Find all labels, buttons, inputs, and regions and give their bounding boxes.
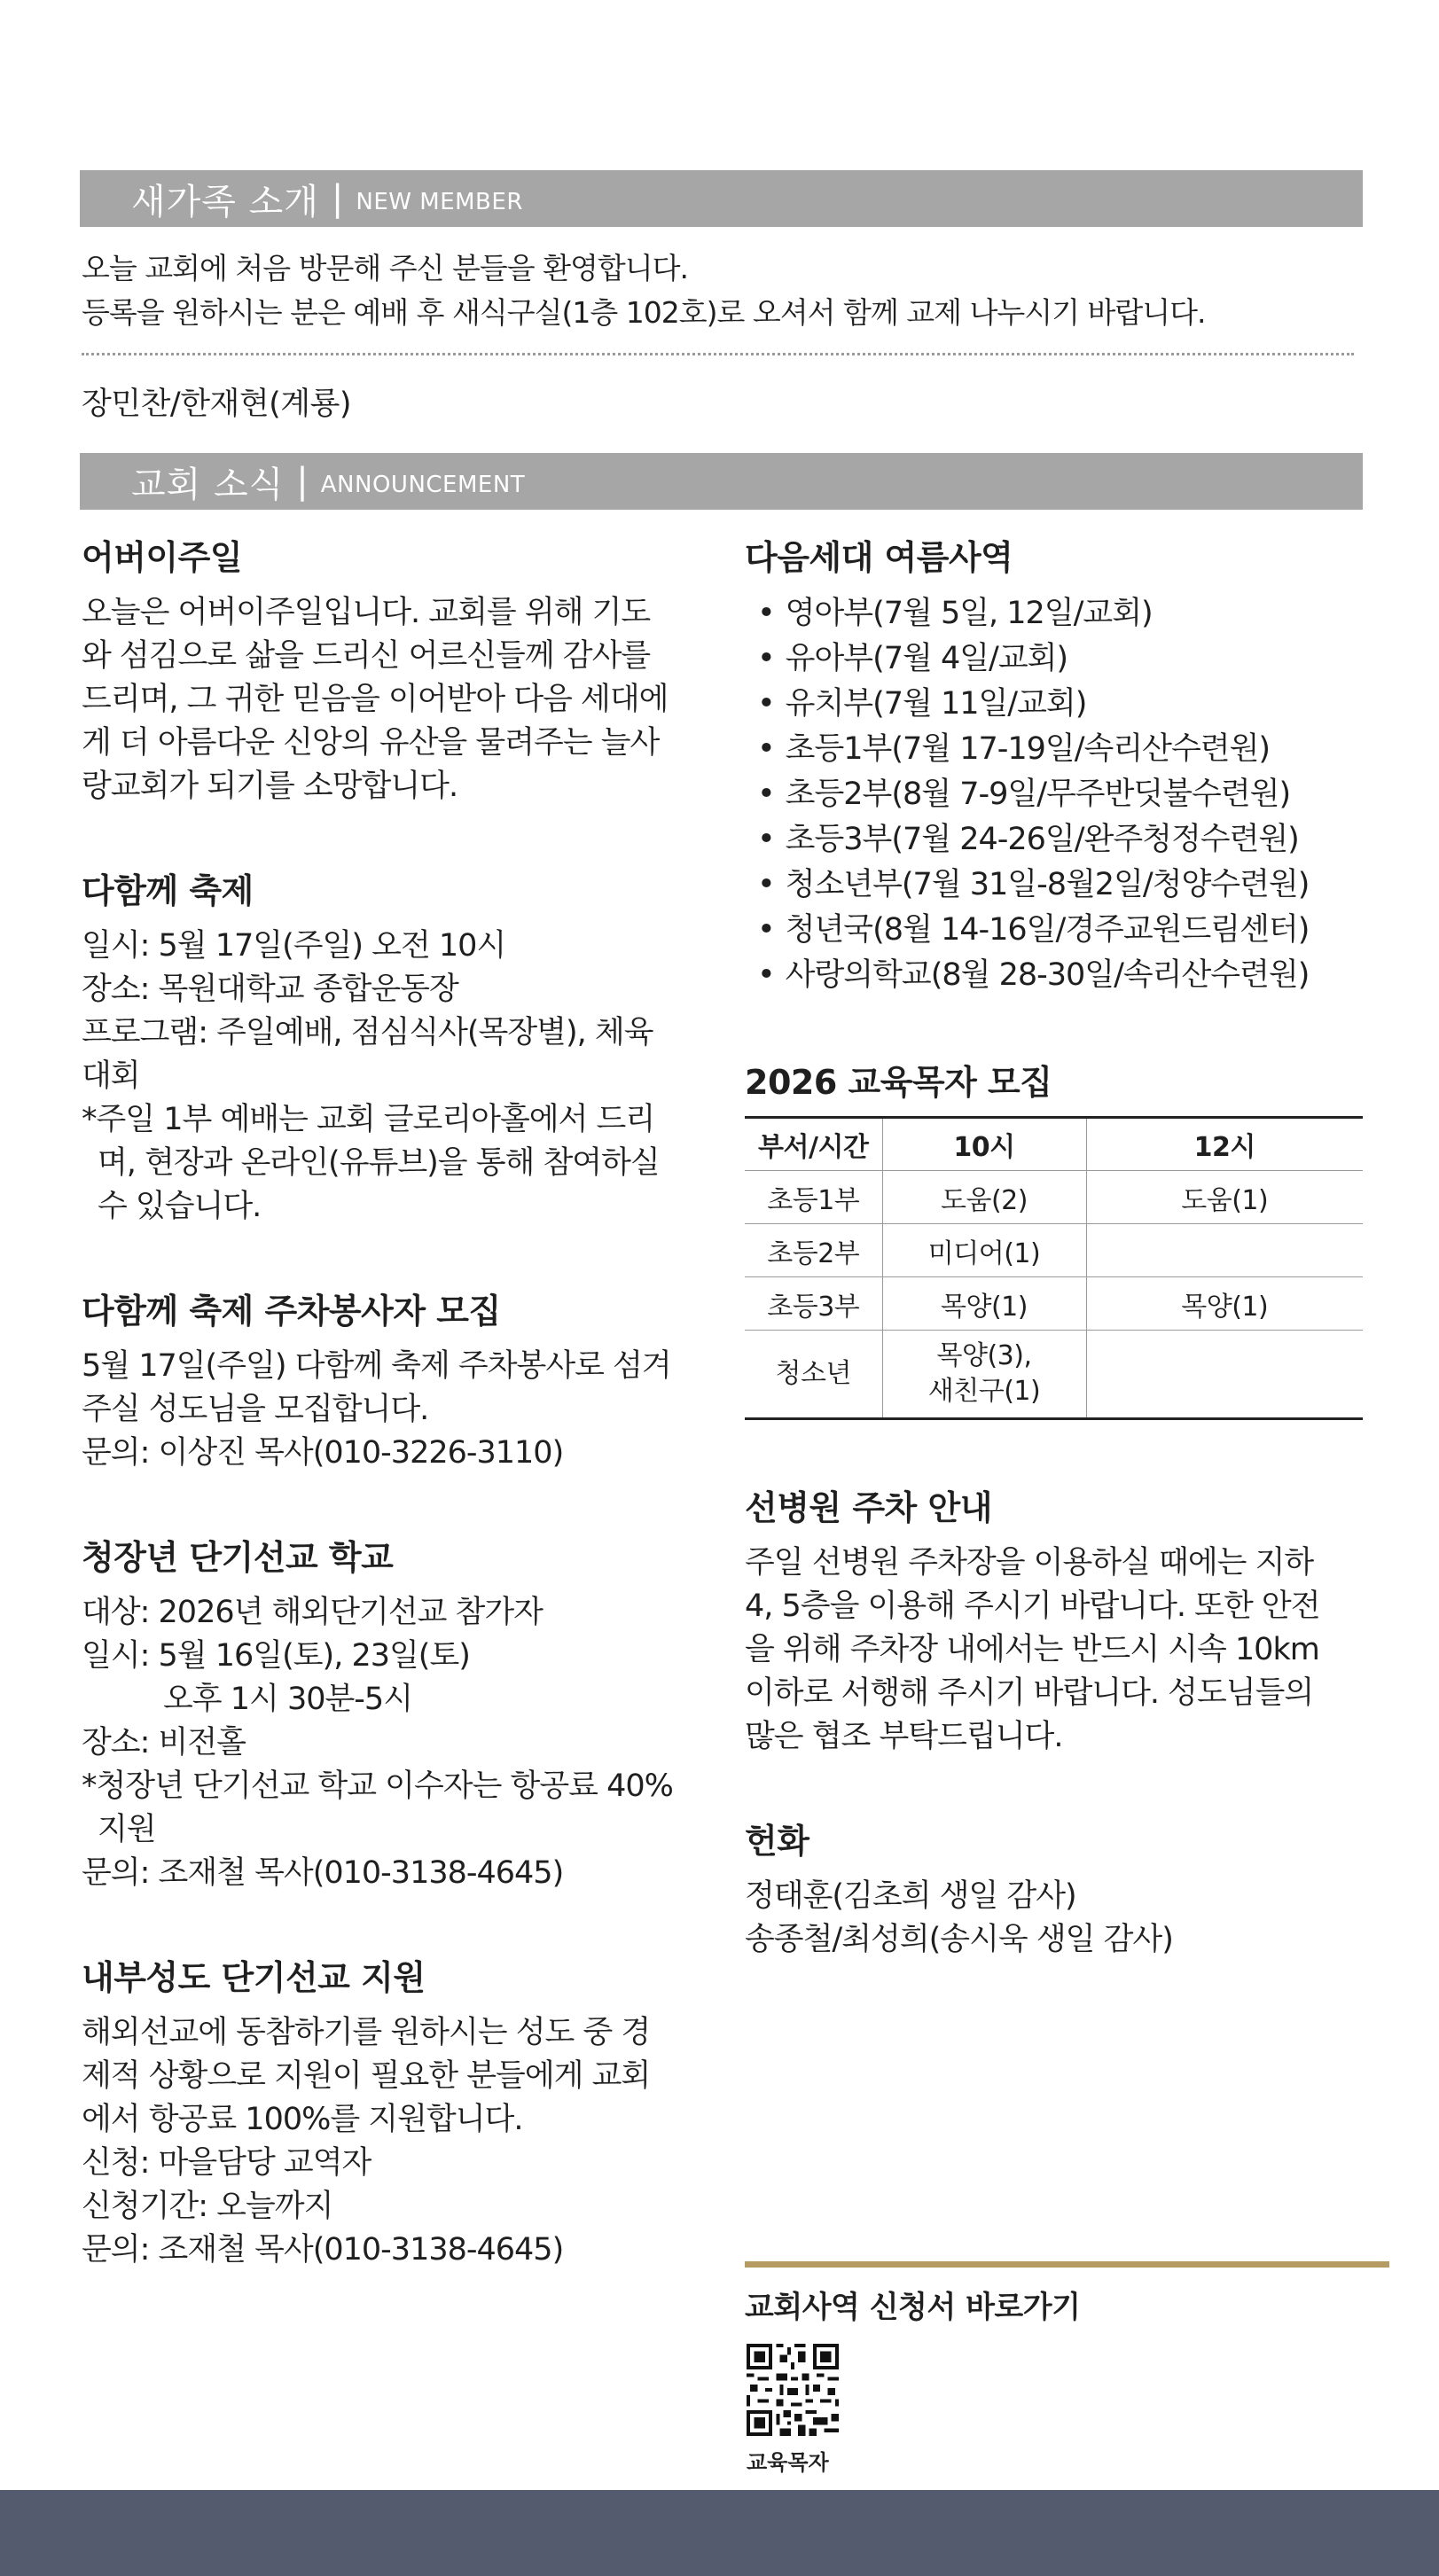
new-member-title-en: NEW MEMBER [356, 189, 523, 215]
section-title: 다음세대 여름사역 [745, 538, 1013, 577]
announcement-header [80, 453, 1363, 510]
section-title: 다함께 축제 주차봉사자 모집 [82, 1292, 501, 1331]
list-item: • 초등3부(7월 24-26일/완주청정수련원) [757, 817, 1365, 863]
table-header: 12시 [1086, 1118, 1363, 1171]
parking-volunteer-section [82, 1284, 702, 1475]
member-mission-section [82, 1950, 702, 2272]
section-line: 신청기간: 오늘까지 [82, 2189, 333, 2224]
flowers-section [745, 1814, 1365, 1962]
header-divider: | [296, 461, 309, 502]
table-cell: 미디어(1) [882, 1224, 1086, 1277]
section-line: 정태훈(김초희 생일 감사) [745, 1878, 1076, 1914]
section-line: 프로그램: 주일예배, 점심식사(목장별), 체육 [82, 1015, 653, 1050]
summer-list [745, 591, 1365, 998]
announcement-title-en: ANNOUNCEMENT [320, 472, 526, 498]
section-line: 주실 성도님을 모집합니다. [82, 1392, 429, 1427]
right-column [745, 530, 1365, 2017]
footer-bar [0, 2490, 1439, 2576]
new-member-title: 새가족 소개 [131, 181, 319, 222]
section-line: 제적 상황으로 지원이 필요한 분들에게 교회 [82, 2058, 651, 2094]
new-member-names: 장민찬/한재현(계룡) [82, 386, 352, 422]
edu-table [745, 1116, 1363, 1420]
gold-divider [745, 2261, 1389, 2268]
section-title: 청장년 단기선교 학교 [82, 1538, 394, 1577]
edu-shepherd-section [745, 1055, 1365, 1420]
section-title: 선병원 주차 안내 [745, 1488, 992, 1527]
intro-line: 등록을 원하시는 분은 예배 후 새식구실(1층 102호)로 오셔서 함께 교제 나누시기 바랍니다. [82, 295, 1206, 330]
table-row [745, 1331, 1363, 1419]
section-line: 많은 협조 부탁드립니다. [745, 1719, 1063, 1754]
list-item: • 초등1부(7월 17-19일/속리산수련원) [757, 727, 1365, 772]
section-note: 지원 [98, 1812, 156, 1847]
new-member-header [80, 170, 1363, 227]
header-divider: | [331, 178, 344, 219]
table-header-row [745, 1118, 1363, 1171]
table-row [745, 1171, 1363, 1224]
qr-code-icon[interactable] [747, 2344, 839, 2436]
left-column [82, 530, 702, 2327]
section-title: 어버이주일 [82, 538, 243, 577]
table-cell: 도움(2) [882, 1171, 1086, 1224]
table-cell: 초등3부 [745, 1277, 882, 1331]
section-line: 드리며, 그 귀한 믿음을 이어받아 다음 세대에 [82, 682, 669, 717]
table-cell: 목양(1) [1086, 1277, 1363, 1331]
section-line: 해외선교에 동참하기를 원하시는 성도 중 경 [82, 2015, 651, 2050]
table-cell: 초등2부 [745, 1224, 882, 1277]
section-line: 일시: 5월 17일(주일) 오전 10시 [82, 928, 506, 964]
youth-mission-section [82, 1530, 702, 1895]
section-line: 일시: 5월 16일(토), 23일(토) [82, 1638, 470, 1674]
section-line: 와 섬김으로 삶을 드리신 어르신들께 감사를 [82, 638, 651, 674]
section-line: 에서 항공료 100%를 지원합니다. [82, 2102, 523, 2137]
table-header: 10시 [882, 1118, 1086, 1171]
section-line: 오늘은 어버이주일입니다. 교회를 위해 기도 [82, 595, 651, 630]
section-line: 주일 선병원 주차장을 이용하실 때에는 지하 [745, 1545, 1314, 1581]
section-line: 송종철/최성희(송시욱 생일 감사) [745, 1922, 1173, 1957]
table-cell: 목양(1) [882, 1277, 1086, 1331]
list-item: • 청소년부(7월 31일-8월2일/청양수련원) [757, 863, 1365, 908]
section-line: 장소: 목원대학교 종합운동장 [82, 972, 458, 1007]
section-line: 문의: 이상진 목사(010-3226-3110) [82, 1435, 564, 1471]
announcement-title: 교회 소식 [131, 464, 285, 505]
cell-line: 목양(3), [936, 1340, 1032, 1371]
dotted-divider [82, 353, 1354, 355]
section-note: 며, 현장과 온라인(유튜브)을 통해 참여하실 [98, 1145, 660, 1181]
section-title: 다함께 축제 [82, 871, 254, 910]
list-item: • 사랑의학교(8월 28-30일/속리산수련원) [757, 953, 1365, 998]
table-cell: 도움(1) [1086, 1171, 1363, 1224]
list-item: • 초등2부(8월 7-9일/무주반딧불수련원) [757, 772, 1365, 817]
table-cell [1086, 1224, 1363, 1277]
section-line: 이하로 서행해 주시기 바랍니다. 성도님들의 [745, 1675, 1314, 1711]
cell-line: 새친구(1) [927, 1376, 1041, 1407]
section-line: 랑교회가 되기를 소망합니다. [82, 769, 458, 804]
section-title: 2026 교육목자 모집 [745, 1063, 1052, 1102]
section-line: 을 위해 주차장 내에서는 반드시 시속 10km [745, 1632, 1319, 1667]
section-line: 게 더 아름다운 신앙의 유산을 물려주는 늘사 [82, 725, 660, 761]
section-line: 장소: 비전홀 [82, 1725, 246, 1760]
summer-ministry-section [745, 530, 1365, 998]
section-line: 5월 17일(주일) 다함께 축제 주차봉사로 섬겨 [82, 1348, 671, 1384]
new-member-intro [82, 246, 1205, 335]
list-item: • 청년국(8월 14-16일/경주교원드림센터) [757, 908, 1365, 953]
festival-section [82, 863, 702, 1229]
table-row [745, 1224, 1363, 1277]
section-line: 오후 1시 30분-5시 [163, 1682, 413, 1717]
table-header: 부서/시간 [745, 1118, 882, 1171]
list-item: • 영아부(7월 5일, 12일/교회) [757, 591, 1365, 636]
section-note: *청장년 단기선교 학교 이수자는 항공료 40% [82, 1768, 673, 1804]
section-line: 신청: 마을담당 교역자 [82, 2145, 371, 2181]
section-note: *주일 1부 예배는 교회 글로리아홀에서 드리 [82, 1102, 655, 1137]
hospital-parking-section [745, 1480, 1365, 1759]
section-title: 헌화 [745, 1822, 809, 1861]
application-link[interactable]: 교회사역 신청서 바로가기 [745, 2290, 1081, 2325]
intro-line: 오늘 교회에 처음 방문해 주신 분들을 환영합니다. [82, 251, 688, 285]
table-row [745, 1277, 1363, 1331]
list-item: • 유아부(7월 4일/교회) [757, 636, 1365, 682]
section-note: 수 있습니다. [98, 1189, 262, 1224]
section-title: 내부성도 단기선교 지원 [82, 1958, 426, 1997]
section-line: 4, 5층을 이용해 주시기 바랍니다. 또한 안전 [745, 1589, 1320, 1624]
section-line: 문의: 조재철 목사(010-3138-4645) [82, 1855, 564, 1891]
table-cell [1086, 1331, 1363, 1419]
section-line: 문의: 조재철 목사(010-3138-4645) [82, 2232, 564, 2268]
fathers-day-section [82, 530, 702, 808]
qr-caption: 교육목자 [747, 2450, 829, 2475]
list-item: • 유치부(7월 11일/교회) [757, 682, 1365, 727]
section-line: 대회 [82, 1058, 140, 1094]
section-line: 대상: 2026년 해외단기선교 참가자 [82, 1595, 543, 1630]
table-cell: 초등1부 [745, 1171, 882, 1224]
table-cell: 청소년 [745, 1331, 882, 1419]
table-cell [882, 1331, 1086, 1419]
